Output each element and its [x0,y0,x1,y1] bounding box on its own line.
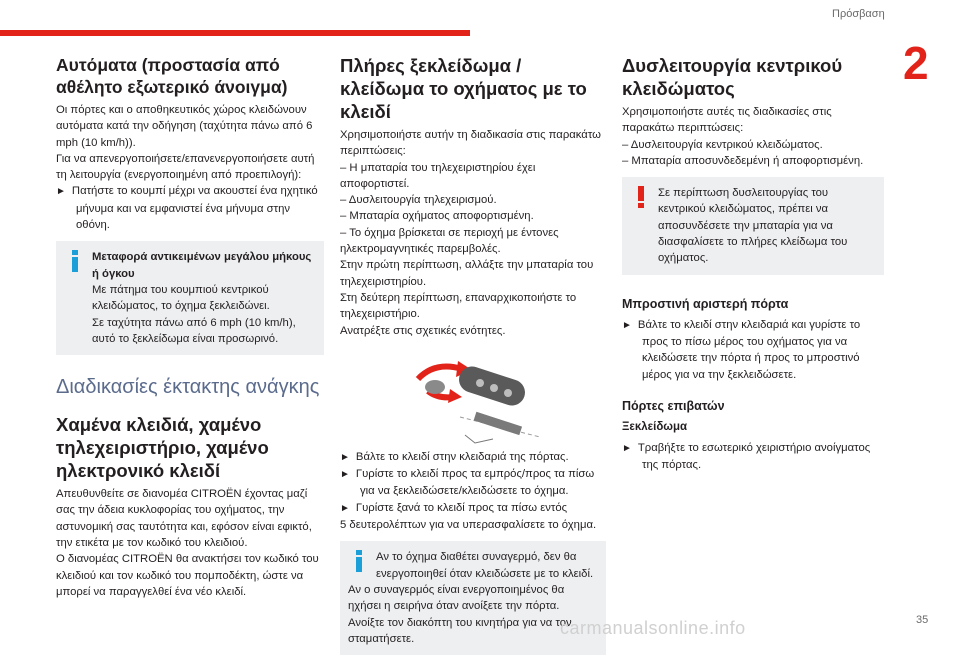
chapter-color-bar [0,30,470,36]
key-lock-text-2: Στη δεύτερη περίπτωση, επαναρχικοποιήστε το τηλεχειριστήριο. [340,291,577,321]
info-icon [349,549,369,573]
unlocking-heading: Ξεκλείδωμα [622,420,688,433]
info-icon [65,249,85,273]
column-3 [622,54,884,473]
case-item: – Μπαταρία οχήματος αποφορτισμένη. [340,210,534,223]
key-lock-intro: Χρησιμοποιήστε αυτήν τη διαδικασία στις παρακάτω περιπτώσεις: [340,129,601,158]
chapter-number: 2 [903,37,929,89]
arrow-bullet-icon: ► [622,319,632,331]
key-in-lock-icon [340,339,606,449]
key-lock-text-3: Ανατρέξτε στις σχετικές ενότητες. [340,324,506,337]
case-item: – Δυσλειτουργία κεντρικού κλειδώματος. [622,138,823,151]
lost-keys-text-1: Απευθυνθείτε σε διανομέα CITROËN έχοντας μαζί σας την άδεια κυκλοφορίας του οχήματος, την αστυνομική σας ταυτότητα και, εφόσον είναι εφικτό, την ετικέτα με τον κωδικό του κλειδιού. [56,488,312,550]
info-box-long-objects [56,241,324,355]
arrow-bullet-icon: ► [56,186,66,198]
alarm-info-text-2: Αν ο συναγερμός είναι ενεργοποιημένος θα ηχήσει η σειρήνα όταν ανοίξετε την πόρτα. Ανοίξτε τον διακόπτη του κινητήρα για να τον σταματήσετε. [348,583,572,645]
lost-keys-text-2: Ο διανομέας CITROËN θα ανακτήσει τον κωδικό του κλειδιού και τον κωδικό του πομποδέκτη, ώστε να μπορεί να παραγγελθεί ένα νέο κλειδί. [56,553,319,598]
central-locking-intro: Χρησιμοποιήστε αυτές τις διαδικασίες στις παρακάτω περιπτώσεις: [622,106,832,135]
warning-box [622,177,884,274]
arrow-bullet-icon: ► [340,502,350,514]
column-1 [56,54,324,600]
warning-icon [631,185,651,209]
key-step: ► Βάλτε το κλειδί στην κλειδαριά της πόρτας. [340,450,569,463]
watermark: carmanualsonline.info [560,618,746,638]
case-item: – Δυσλειτουργία τηλεχειρισμού. [340,194,497,207]
passenger-door-step: ► Τραβήξτε το εσωτερικό χειριστήριο ανοίγματος της πόρτας. [622,441,871,472]
key-step: ► Γυρίστε το κλειδί προς τα εμπρός/προς τα πίσω για να ξεκλειδώσετε/κλειδώσετε το όχημα. [340,468,595,498]
emergency-section-heading: Διαδικασίες έκτακτης ανάγκης [56,376,320,399]
lost-keys-heading: Χαμένα κλειδιά, χαμένο τηλεχειριστήριο, χαμένο ηλεκτρονικό κλειδί [56,414,269,482]
driver-door-heading: Μπροστινή αριστερή πόρτα [622,296,789,311]
page-number: 35 [916,614,929,626]
auto-locking-title: Αυτόματα (προστασία από αθέλητο εξωτερικό άνοιγμα) [56,55,288,97]
central-locking-title: Δυσλειτουργία κεντρικού κλειδώματος [622,55,843,99]
auto-locking-deactivate-text: Για να απενεργοποιήσετε/επανενεργοποιήσετε αυτή τη λειτουργία (ενεργοποιημένη από προεπιλογή): [56,152,315,182]
key-lock-text-1: Στην πρώτη περίπτωση, αλλάξτε την μπαταρία του τηλεχειριστηρίου. [340,259,594,288]
auto-locking-text: Οι πόρτες και ο αποθηκευτικός χώρος κλειδώνουν αυτόματα κατά την οδήγηση (ταχύτητα πάνω από 6 mph (10 km/h)). [56,104,313,149]
passenger-doors-heading: Πόρτες επιβατών [622,398,725,413]
driver-door-step: ► Βάλτε το κλειδί στην κλειδαριά και γυρίστε το προς το πίσω μέρος του οχήματος για να κλειδώσετε την πόρτα ή προς το μπροστινό μέρος για να την ξεκλειδώσετε. [622,318,861,381]
case-item: – Το όχημα βρίσκεται σε περιοχή με έντονες ηλεκτρομαγνητικές παρεμβολές. [340,226,559,256]
alarm-info-text-1: Αν το όχημα διαθέτει συναγερμό, δεν θα ενεργοποιηθεί όταν κλειδώσετε με το κλειδί. [376,551,594,580]
arrow-bullet-icon: ► [622,442,632,454]
arrow-bullet-icon: ► [340,469,350,481]
warning-text: Σε περίπτωση δυσλειτουργίας του κεντρικού κλειδώματος, πρέπει να αποσυνδέσετε την μπαταρία για να διασφαλίσετε το πλήρες κλείδωμα του οχήματος. [658,187,848,265]
auto-locking-step: ► Πατήστε το κουμπί μέχρι να ακουστεί ένα ηχητικό μήνυμα και να εμφανιστεί ένα μήνυμα στην οθόνη. [56,185,318,232]
arrow-bullet-icon: ► [340,451,350,463]
case-item: – Μπαταρία αποσυνδεδεμένη ή αποφορτισμένη. [622,154,864,167]
section-title: Πρόσβαση [832,8,885,20]
case-item: – Η μπαταρία του τηλεχειριστηρίου έχει αποφορτιστεί. [340,161,536,190]
key-lock-title: Πλήρες ξεκλείδωμα / κλείδωμα το οχήματος με το κλειδί [340,55,587,122]
column-2 [340,54,606,655]
info-box-title: Μεταφορά αντικειμένων μεγάλου μήκους ή όγκου [92,251,312,280]
key-step: ► Γυρίστε ξανά το κλειδί προς τα πίσω εντός [340,501,568,514]
info-box-text-1: Με πάτημα του κουμπιού κεντρικού κλειδώματος, το όχημα ξεκλειδώνει. [92,283,270,313]
key-step-continued: 5 δευτερολέπτων για να υπερασφαλίσετε το όχημα. [340,519,597,532]
info-box-text-2: Σε ταχύτητα πάνω από 6 mph (10 km/h), αυτό το ξεκλείδωμα είναι προσωρινό. [92,316,296,345]
key-illustration [340,339,606,449]
